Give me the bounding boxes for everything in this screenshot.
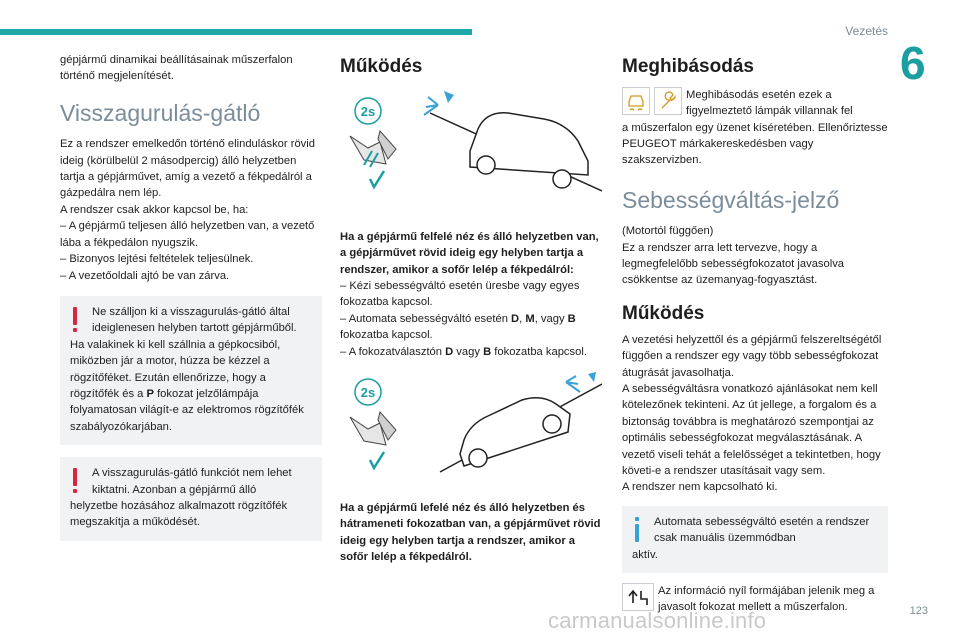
- column-right: [622, 52, 888, 616]
- downhill-car-icon: [340, 372, 602, 480]
- page-number: 123: [909, 605, 928, 617]
- downhill-caption: Ha a gépjármű lefelé néz és álló helyzetben és hátrameneti fokozatban van, a gépjárművet rövid ideig egy helyben tartja a rendszer, amikor a sofőr lelép a fékpedálról.: [340, 502, 601, 564]
- fault-text: Meghibásodás esetén ezek a figyelmeztető lámpák villannak fel: [686, 88, 853, 118]
- gsi-operation-body: A vezetési helyzettől és a gépjármű felszereltségétől függően a rendszer egy vagy több sebességfokozat átugrását javasolhatja. A sebességváltásra vonatkozó ajánlásokat nem kell kötelezőnek tekinteni. Az út jellege, a forgalom és a biztonság továbbra is meghatározó szempontjai az optimális sebességfokozat megválasztásának. A vezető viseli tehát a felelősséget a tekintetben, hogy követi-e a rendszer utasításait vagy sem. A rendszer nem kapcsolható ki.: [622, 333, 882, 494]
- shift-arrow-text: Az információ nyíl formájában jelenik meg a javasolt fokozat mellett a műszerfalon.: [658, 584, 875, 614]
- hill-start-body: Ez a rendszer emelkedőn történő elinduláskor rövid ideig (körülbelül 2 másodpercig) álló helyzetben tartja a gépjárművet, amíg a vezető a fékpedálról a gázpedálra nem lép.: [60, 138, 315, 200]
- timer-2s-label: 2s: [360, 103, 376, 119]
- warning-text-rest2: fokozat jelzőlámpája folyamatosan világít-e az elektromos rögzítőfék szabályozókarjában.: [70, 387, 304, 433]
- info-text-first: Automata sebességváltó esetén a rendszer csak manuális üzemmódban: [654, 515, 870, 545]
- service-wrench-icon: [654, 87, 682, 115]
- column-middle: [340, 52, 602, 566]
- fault-row: [622, 87, 888, 120]
- warning-text-first: A visszagurulás-gátló funkciót nem lehet kiktatni. Azonban a gépjármű álló: [92, 467, 292, 496]
- gear-p-label: P: [146, 387, 154, 400]
- watermark: carmanualsonline.info: [548, 608, 767, 633]
- operation-heading: Működés: [340, 56, 423, 77]
- warning-text-rest: Ha valakinek ki kell szállnia a gépkocsiból, miközben jár a motor, húzza be kézzel a rögzítőféket. Ezután ellenőrizze, hogy a rögzítőfék és a: [70, 338, 281, 400]
- info-text-rest: aktív.: [632, 548, 658, 561]
- timer-2s-label: 2s: [360, 385, 376, 401]
- warning-note: [60, 296, 322, 445]
- column-left: [60, 52, 322, 541]
- car-skid-warning-icon: [622, 87, 650, 115]
- info-note: [622, 506, 888, 573]
- intro-text: gépjármű dinamikai beállításainak műszerfalon történő megjelenítését.: [60, 54, 293, 83]
- hill-start-condition: A rendszer csak akkor kapcsol be, ha:: [60, 203, 249, 216]
- uphill-caption: Ha a gépjármű felfelé néz és álló helyzetben van, a gépjárművet rövid ideig egy helyben tartja a rendszer, amikor a sofőr lelép a fékpedálról:: [340, 230, 599, 276]
- hill-start-heading: Visszagurulás-gátló: [60, 99, 261, 126]
- gsi-body: (Motortól függően) Ez a rendszer arra lett tervezve, hogy a legmegfelelőbb sebességfokozatot javasolva csökkentse az üzemanyag-fogyasztást.: [622, 225, 845, 287]
- warning-note: [60, 457, 322, 541]
- downhill-illustration: [340, 372, 602, 480]
- gear-instruction: – A fokozatválasztón D vagy B fokozatba kapcsol.: [340, 345, 587, 358]
- gear-instruction: – Kézi sebességváltó esetén üresbe vagy egyes fokozatba kapcsol.: [340, 280, 580, 309]
- section-title: Vezetés: [845, 24, 888, 38]
- condition-item: – A gépjármű teljesen álló helyzetben van, a vezető lába a fékpedálon nyugszik.: [60, 220, 315, 249]
- uphill-car-icon: [340, 91, 602, 199]
- gsi-heading: Sebességváltás-jelző: [622, 186, 840, 213]
- gear-shift-arrow-icon: [622, 583, 654, 611]
- condition-item: – Bizonyos lejtési feltételek teljesülnek.: [60, 253, 254, 266]
- gear-instruction: – Automata sebességváltó esetén D, M, vagy B fokozatba kapcsol.: [340, 312, 576, 342]
- info-icon: [630, 515, 644, 545]
- condition-item: – A vezetőoldali ajtó be van zárva.: [60, 269, 230, 282]
- warning-text-first: Ne szálljon ki a visszagurulás-gátló által ideiglenesen helyben tartott gépjárműből.: [92, 305, 297, 335]
- fault-text-continued: a műszerfalon egy üzenet kíséretében. Ellenőriztesse PEUGEOT márkakereskedésben vagy szakszervizben.: [622, 121, 888, 167]
- chapter-number: 6: [900, 37, 926, 89]
- fault-heading: Meghibásodás: [622, 56, 754, 77]
- warning-exclamation-icon: [68, 466, 82, 496]
- header-accent-bar: [0, 29, 472, 35]
- warning-text-rest: helyzetbe hozásához alkalmazott rögzítőfék megszakítja a működését.: [70, 499, 288, 529]
- warning-exclamation-icon: [68, 305, 82, 335]
- uphill-illustration: [340, 91, 602, 199]
- gsi-operation-heading: Működés: [622, 302, 705, 324]
